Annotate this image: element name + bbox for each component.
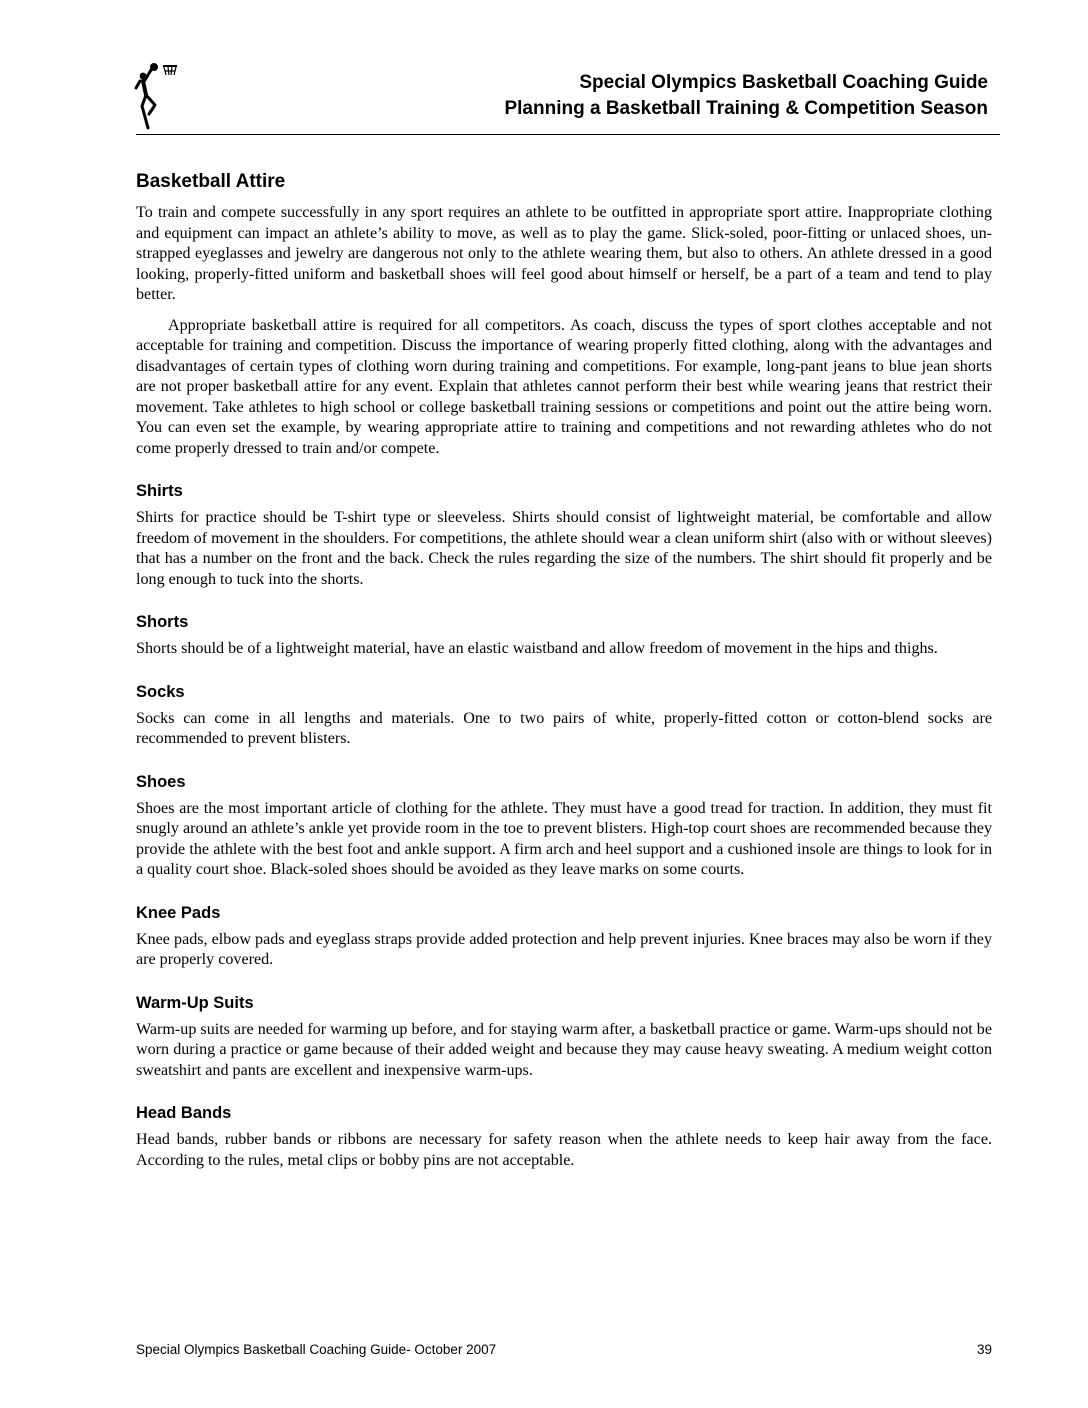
page-header [504, 70, 988, 122]
intro-paragraph: To train and compete successfully in any sport requires an athlete to be outfitted in appropriate sport attire. Inappropriate clothing and equipment can impact an athlete’s ability to move, as well as to play the game. Slick-soled, poor-fitting or unlaced shoes, un-strapped eyeglasses and jewelry are dangerous not only to the athlete wearing them, but also to others. An athlete dressed in a good looking, properly-fitted uniform and basketball shoes will feel good about himself or herself, be a part of a team and tend to play better. [136, 204, 992, 303]
main-content [136, 170, 992, 1171]
section-shirts [136, 481, 992, 590]
section-title: Shoes [136, 772, 186, 791]
header-divider [136, 134, 1000, 135]
section-body: Socks can come in all lengths and materials. One to two pairs of white, properly-fitted cotton or cotton-blend socks are recommended to prevent blisters. [136, 709, 992, 747]
section-shorts [136, 612, 992, 660]
section-title: Knee Pads [136, 903, 221, 922]
section-body: Head bands, rubber bands or ribbons are necessary for safety reason when the athlete needs to keep hair away from the face. According to the rules, metal clips or bobby pins are not acceptable. [136, 1131, 992, 1169]
section-title: Shirts [136, 482, 183, 500]
section-body: Shoes are the most important article of clothing for the athlete. They must have a good tread for traction. In addition, they must fit snugly around an athlete’s ankle yet provide room in the toe to prevent blisters. High-top court shoes are recommended because they provide the athlete with the best foot and ankle support. A firm arch and heel support and a cushioned insole are things to look for in a quality court shoe. Black-soled shoes should be avoided as they leave marks on some courts. [136, 799, 992, 878]
section-title: Socks [136, 682, 185, 701]
section-title: Shorts [136, 613, 189, 631]
section-title: Warm-Up Suits [136, 993, 254, 1012]
page-title: Basketball Attire [136, 171, 286, 192]
footer-text: Special Olympics Basketball Coaching Guide- October 2007 [136, 1342, 497, 1357]
section-head-bands [136, 1103, 992, 1171]
section-body: Warm-up suits are needed for warming up before, and for staying warm after, a basketball practice or game. Warm-ups should not be worn during a practice or game because of their added weight and because they may cause heavy sweating. A medium weight cotton sweatshirt and pants are excellent and inexpensive warm-ups. [136, 1020, 992, 1079]
page-number: 39 [976, 1342, 992, 1357]
section-warm-up-suits [136, 993, 992, 1082]
section-knee-pads [136, 903, 992, 971]
header-subtitle: Planning a Basketball Training & Competition Season [504, 98, 988, 119]
section-body: Knee pads, elbow pads and eyeglass straps provide added protection and help prevent injuries. Knee braces may also be worn if they are properly covered. [136, 930, 992, 968]
basketball-player-icon [132, 62, 182, 130]
section-body: Shirts for practice should be T-shirt type or sleeveless. Shirts should consist of lightweight material, be comfortable and allow freedom of movement in the shoulders. For competitions, the athlete should wear a clean uniform shirt (also with or without sleeves) that has a number on the front and the back. Check the rules regarding the size of the numbers. The shirt should fit properly and be long enough to tuck into the shorts. [136, 509, 992, 588]
section-body: Shorts should be of a lightweight material, have an elastic waistband and allow freedom of movement in the hips and thighs. [136, 640, 938, 657]
intro-paragraph: Appropriate basketball attire is required for all competitors. As coach, discuss the types of sport clothes acceptable and not acceptable for training and competition. Discuss the importance of wearing properly fitted clothing, along with the advantages and disadvantages of certain types of clothing worn during training and competitions. For example, long-pant jeans to blue jean shorts are not proper basketball attire for any event. Explain that athletes cannot perform their best while wearing jeans that restrict their movement. Take athletes to high school or college basketball training sessions or competitions and point out the attire being worn. You can even set the example, by wearing appropriate attire to training and competitions and not rewarding athletes who do not come properly dressed to train and/or compete. [136, 316, 992, 457]
section-socks [136, 682, 992, 750]
header-title: Special Olympics Basketball Coaching Guide [579, 72, 988, 93]
section-shoes [136, 772, 992, 881]
section-title: Head Bands [136, 1104, 232, 1122]
